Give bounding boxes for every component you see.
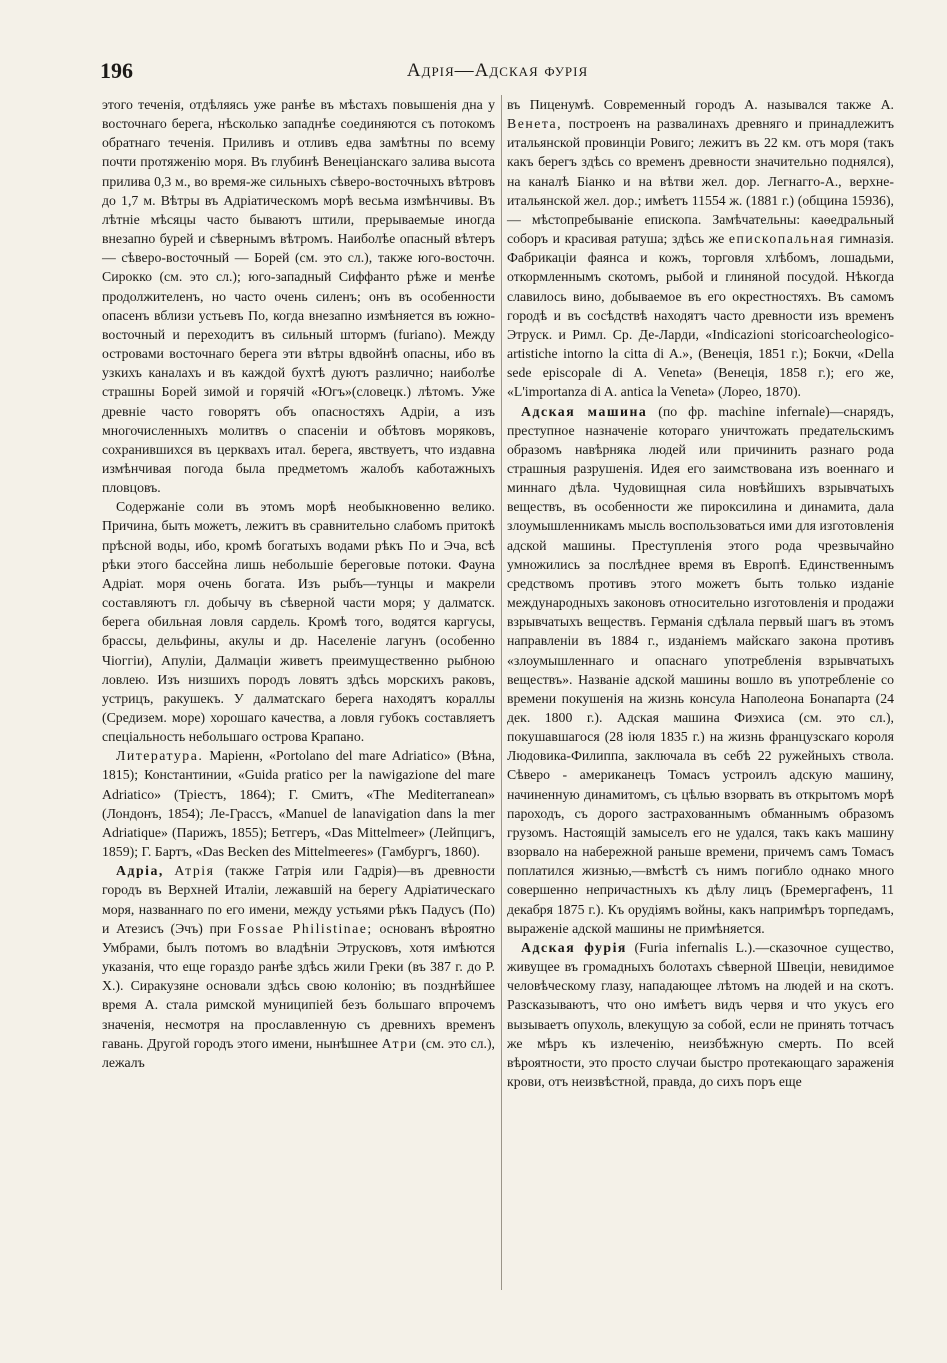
page-header [100,58,895,86]
adria-cont-a: въ Пиценумѣ. Современный городъ А. назывался также А. [507,97,894,112]
adria-gymnasium: епископальная [728,231,835,247]
adria-continuation [507,95,894,402]
salinity-fauna-paragraph: Содержаніе соли въ этомъ морѣ необыкновенно велико. Причина, быть можетъ, лежитъ въ сравнительно слабомъ притокѣ прѣсной воды, ибо, кромѣ богатыхъ водами рѣкъ По и Эча, всѣ рѣки этого бассейна лишь небольшіе береговые потоки. Фауна Адріат. моря очень богата. Изъ рыбъ—тунцы и макрели составляютъ гл. добычу въ сѣверной части моря; у далматск. берега обильная ловля сардель. Кромѣ того, водятся каргусы, брассы, дельфины, акулы и др. Населеніе лагунъ (особенно Чіоггіи), Апуліи, Далмаціи живетъ преимущественно рыбною ловлею. Изъ низшихъ породъ ловятъ здѣсь морскихъ раковъ, устрицъ, ракушекъ. У далматскаго берега находятъ кораллы (Средизем. море) хорошаго качества, а ловля губокъ составляетъ спеціальность небольшаго острова Крапано. [102,499,495,745]
adria-body-2: основанъ вѣроятно Умбрами, былъ потомъ во владѣніи Этрусковъ, хотя имѣются указанія, что еще гораздо ранѣе здѣсь жили Греки (въ 387 г. до Р. Х.). Сиракузяне основали здѣсь свою колонію; въ позднѣйшее время А. стала римской муниципіей безъ большаго впрочемъ значенія, несмотря на прославленную съ древнихъ временъ гавань. Другой городъ этого имени, нынѣшнее [102,920,495,1051]
adria-entry [102,861,495,1072]
adria-cont-c: гимназія. Фабрикаціи фаянса и кожъ, торговля хлѣбомъ, лошадьми, откормленнымъ скотомъ, рыбой и глиняной посудой. Нѣкогда славилось вино, добываемое въ его окрестностяхъ. Въ самомъ городѣ и въ сосѣдствѣ находятъ часто древности изъ временъ Этруск. и Римл. Ср. Де-Ларди, «Indicazioni storicoarcheologico-artistiche intorno la citta di A.», (Венеція, 1851 г.); Бокчи, «Della sede episcopale di A. Veneta» (Венеція, 1858 г.); его же, «L'importanza di A. antica la Veneta» (Лорео, 1870). [507,231,894,400]
literature-paragraph [102,746,495,861]
adria-body-3: (см. это сл.), лежалъ [102,1035,495,1070]
infernal-fury-entry [507,938,894,1091]
entry-headword-machine: Адская машина [521,403,648,419]
column-divider [501,95,502,1290]
literature-body: Маріенн, «Portolano del mare Adriatico» (Вѣна, 1815); Константинии, «Guida pratico per la nawigazione del mare Adriatico» (Тріестъ, 1864); Г. Смитъ, «The Mediterranean» (Лондонъ, 1854); Ле-Грассъ, «Manuel de lanavigation dans la mer Adriatique» (Парижъ, 1855); Бетгеръ, «Das Mittelmeer» (Лейпцигъ, 1859); Г. Бартъ, «Das Becken des Mittelmeeres» (Гамбургъ, 1860). [102,748,496,860]
right-column [507,95,894,1091]
left-column [102,95,495,1072]
adria-cont-b: построенъ на развалинахъ древняго и принадлежитъ итальянской провинціи Ровиго; лежитъ въ 22 км. отъ моря (такъ какъ берегъ здѣсь со временъ древности значительно поднялся), на каналѣ Біанко и на вѣтви жел. дор. Легнагго-А., верхне-итальянской жел. дор.; имѣетъ 11554 ж. (1881 г.) (община 15936), — мѣстопребываніе епископа. Замѣчательны: каѳедральный соборъ и красивая ратуша; здѣсь же [507,116,894,247]
sea-currents-paragraph: этого теченія, отдѣляясь уже ранѣе въ мѣстахъ повышенія дна у восточнаго берега, нѣсколько западнѣе соединяются съ потокомъ обратнаго теченія. Приливъ и отливъ едва замѣтны по всему почти протяженію моря. Въ глубинѣ Венеціанскаго залива высота прилива 0,3 м., во время-же сильныхъ сѣверо-восточныхъ вѣтровъ до 1,7 м. Вѣтры въ Адріатическомъ морѣ весьма измѣнчивы. Въ лѣтніе мѣсяцы часто бываютъ штили, прерываемые иногда внезапно бурей и сѣвернымъ вѣтромъ. Наиболѣе опасный вѣтеръ — сѣверо-восточный — Борей (см. это сл.), также юго-восточн. Сирокко (см. это сл.); юго-западный Сиффанто рѣже и менѣе продолжителенъ, но часто очень силенъ; онъ въ особенности опасенъ вблизи устьевъ По, когда внезапно измѣняется въ южно-восточный и переходитъ въ сильный штормъ (furiano). Между островами восточнаго берега эти вѣтры вдвойнѣ опасны, ибо въ узкихъ каналахъ и въ каждой бухтѣ дуютъ различно; наиболѣе страшны Борей зимой и горячій «Югъ»(словецк.) лѣтомъ. Уже древніе часто говорятъ объ опасностяхъ Адріи, а изъ многочисленныхъ молитвъ о спасеніи и обѣтовъ моряковъ, сохранившихся въ церквахъ итал. берега, явствуетъ, что издавна измѣнчивая погода была предметомъ жалобъ каботажныхъ пловцовъ. [102,97,495,496]
fury-body: —сказочное существо, живущее въ громадныхъ болотахъ сѣверной Швеціи, невидимое человѣческому глазу, нападающее лѣтомъ на людей и на скотъ. Разсказываютъ, что оно имѣетъ видъ червя и что укусъ его вызываетъ опухоль, влекущую за собой, если не принять тотчасъ же мѣръ къ излеченію, неизбѣжную смерть. По всей вѣроятности, это просто случаи быстро протекающаго зараженія крови, отъ неизвѣстной, правда, до сихъ поръ еще [507,939,894,1089]
literature-term: Литература. [116,748,204,764]
adria-atri: Атри [381,1035,418,1051]
entry-headword-fury: Адская фурія [521,939,627,955]
fury-latin: (Furia infernalis L.). [634,939,756,955]
adria-veneta: Венета, [507,116,563,132]
entry-headword-adria: Адріа, [116,863,164,879]
machine-body: (по фр. machine infernale)—снарядъ, преступное назначеніе котораго уничтожать предательскимъ образомъ навѣрняка людей или причинить разнаго рода страшныя разрушенія. Идея его заимствована изъ военнаго и миннаго дѣла. Чудовищная сила новѣйшихъ взрывчатыхъ веществъ, въ особенности же пироксилина и динамита, дала злоумышленникамъ мысль воспользоваться ими для изготовленія адской машины. Преступленія этого рода чрезвычайно умножились за послѣднее время въ Европѣ. Единственнымъ средствомъ противъ этого можетъ быть только изданіе международныхъ законовъ относительно изготовленія и продажи взрывчатыхъ веществъ. Германія сдѣлала первый шагъ въ этомъ направленіи въ 1884 г., изданіемъ майскаго закона противъ «злоумышленнаго и опаснаго употребленія взрывчатыхъ веществъ». Названіе адской машины вошло въ употребленіе со времени покушенія на жизнь консула Наполеона Бонапарта (24 дек. 1800 г.). Адская машина Фиэхиса (см. это сл.), покушавшагося (28 іюля 1835 г.) на жизнь французскаго короля Людовика-Филиппа, заключала въ себѣ 22 ружейныхъ ствола. Сѣверо - американецъ Томасъ устроилъ адскую машину, начиненную динамитомъ, съ цѣлью взорвать въ открытомъ морѣ пароходъ, съ дорого застрахованнымъ обманнымъ образомъ грузомъ. Настоящій замыселъ его не удался, такъ какъ машину взорвало на набережной раньше времени, причемъ самъ Томасъ поплатился жизнью,—вмѣстѣ съ нимъ погибло однако много совершенно непричастныхъ къ дѣлу лицъ (Бремергафенъ, 11 декабря 1875 г.). Къ орудіямъ войны, какъ напримѣръ торпедамъ, выраженіе адской машины не примѣняется. [507,403,894,936]
running-head: Адрія—Адская фурія [406,60,589,81]
adria-fossae: Fossae Philistinae; [237,920,373,936]
adria-body-1: (также Гатрія или Гадрія)—въ древности городъ въ Верхней Италіи, лежавшій на берегу Адріатическаго моря, названнаго по его имени, между устьями рѣкъ Падусъ (По) и Атезисъ (Эчъ) при [102,863,495,936]
infernal-machine-entry [507,402,894,938]
adria-alt-name: Атрія [174,863,215,879]
page-number: 196 [100,58,133,83]
